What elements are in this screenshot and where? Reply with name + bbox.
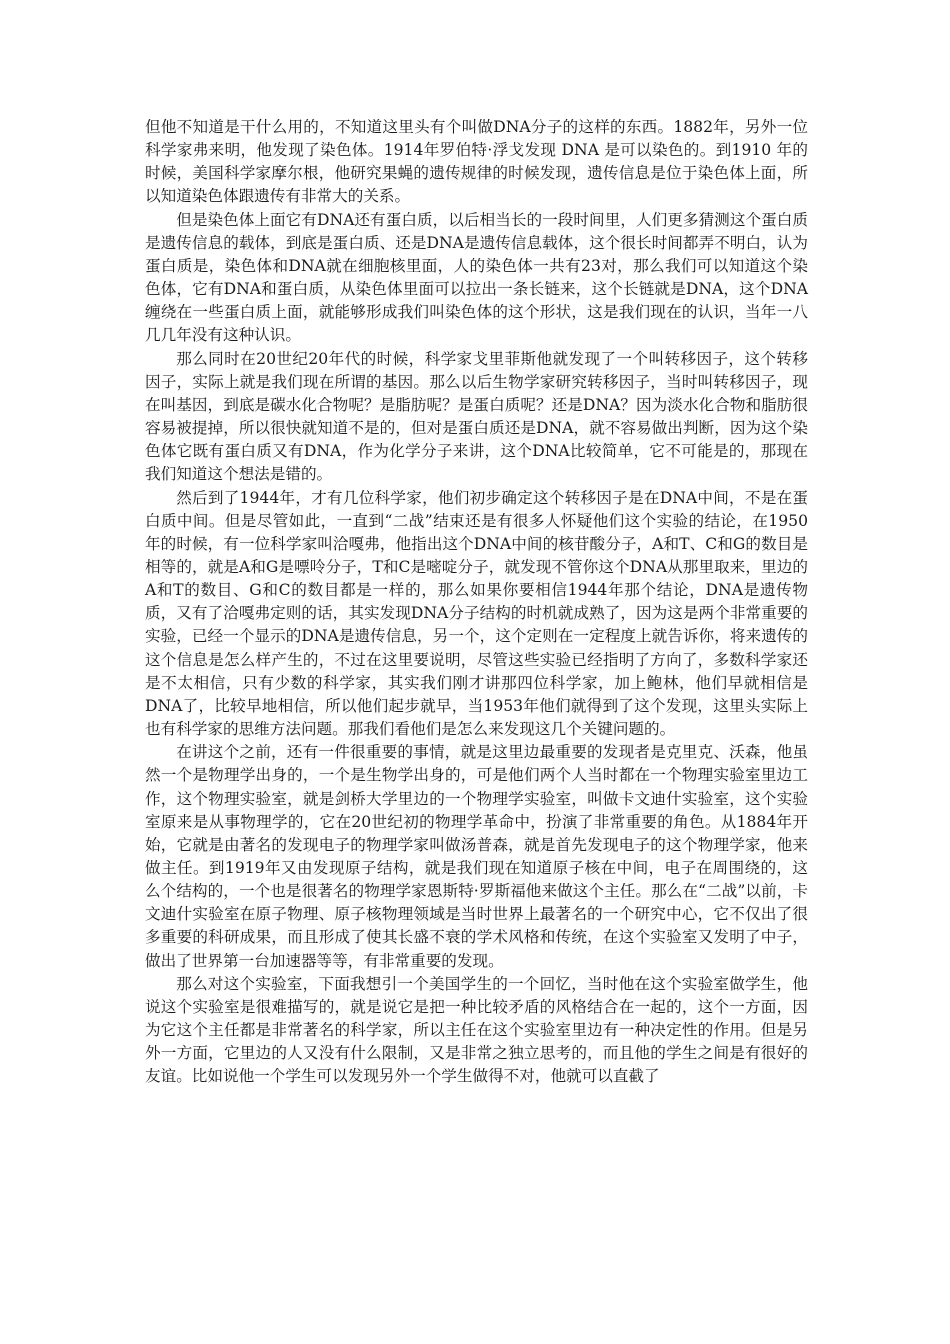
- paragraph-3: 那么同时在20世纪20年代的时候，科学家戈里菲斯他就发现了一个叫转移因子，这个转移因子，实际上就是我们现在所谓的基因。那么以后生物学家研究转移因子，当时叫转移因子，现在叫基因，到底是碳水化合物呢？是脂肪呢？是蛋白质呢？还是DNA？因为淡水化合物和脂肪很容易被提掉，所以很快就知道不是的，但对是蛋白质还是DNA，就不容易做出判断，因为这个染色体它既有蛋白质又有DNA，作为化学分子来讲，这个DNA比较简单，它不可能是的，那现在我们知道这个想法是错的。: [145, 349, 808, 484]
- paragraph-2: 但是染色体上面它有DNA还有蛋白质，以后相当长的一段时间里，人们更多猜测这个蛋白质是遗传信息的载体，到底是蛋白质、还是DNA是遗传信息载体，这个很长时间都弄不明白，认为蛋白质是，染色体和DNA就在细胞核里面，人的染色体一共有23对，那么我们可以知道这个染色体，它有DNA和蛋白质，从染色体里面可以拉出一条长链来，这个长链就是DNA，这个DNA缠绕在一些蛋白质上面，就能够形成我们叫染色体的这个形状，这是我们现在的认识，当年一八几几年没有这种认识。: [145, 210, 808, 345]
- paragraph-6: 那么对这个实验室，下面我想引一个美国学生的一个回忆，当时他在这个实验室做学生，他说这个实验室是很难描写的，就是说它是把一种比较矛盾的风格结合在一起的，这个一方面，因为它这个主任都是非常著名的科学家，所以主任在这个实验室里边有一种决定性的作用。但是另外一方面，它里边的人又没有什么限制，又是非常之独立思考的，而且他的学生之间是有很好的友谊。比如说他一个学生可以发现另外一个学生做得不对，他就可以直截了: [145, 974, 808, 1086]
- paragraph-4: 然后到了1944年，才有几位科学家，他们初步确定这个转移因子是在DNA中间，不是在蛋白质中间。但是尽管如此，一直到“二战”结束还是有很多人怀疑他们这个实验的结论，在1950年的时候，有一位科学家叫洽嘎弗，他指出这个DNA中间的核苷酸分子，A和T、C和G的数目是相等的，就是A和G是嘌呤分子，T和C是嘧啶分子，就发现不管你这个DNA从那里取来，里边的A和T的数目、G和C的数目都是一样的，那么如果你要相信1944年那个结论，DNA是遗传物质，又有了洽嘎弗定则的话，其实发现DNA分子结构的时机就成熟了，因为这是两个非常重要的实验，已经一个显示的DNA是遗传信息，另一个，这个定则在一定程度上就告诉你，将来遗传的这个信息是怎么样产生的，不过在这里要说明，尽管这些实验已经指明了方向了，多数科学家还是不太相信，只有少数的科学家，其实我们刚才讲那四位科学家，加上鲍林，他们早就相信是DNA了，比较早地相信，所以他们起步就早，当1953年他们就得到了这个发现，这里头实际上也有科学家的思维方法问题。那我们看他们是怎么来发现这几个关键问题的。: [145, 488, 808, 739]
- paragraph-5: 在讲这个之前，还有一件很重要的事情，就是这里边最重要的发现者是克里克、沃森，他虽然一个是物理学出身的，一个是生物学出身的，可是他们两个人当时都在一个物理实验室里边工作，这个物理实验室，就是剑桥大学里边的一个物理学实验室，叫做卡文迪什实验室，这个实验室原来是从事物理学的，它在20世纪初的物理学革命中，扮演了非常重要的角色。从1884年开始，它就是由著名的发现电子的物理学家叫做汤普森，就是首先发现电子的这个物理学家，他来做主任。到1919年又由发现原子结构，就是我们现在知道原子核在中间，电子在周围绕的，这么个结构的，一个也是很著名的物理学家恩斯特·罗斯福他来做这个主任。那么在“二战”以前，卡文迪什实验室在原子物理、原子核物理领域是当时世界上最著名的一个研究中心，它不仅出了很多重要的科研成果，而且形成了使其长盛不衰的学术风格和传统，在这个实验室又发明了中子，做出了世界第一台加速器等等，有非常重要的发现。: [145, 743, 808, 970]
- document-page: [145, 116, 808, 1089]
- paragraph-1: 但他不知道是干什么用的，不知道这里头有个叫做DNA分子的这样的东西。1882年，另外一位科学家弗来明，他发现了染色体。1914年罗伯特·浮戈发现 DNA 是可以染色的。到1910 年的时候，美国科学家摩尔根，他研究果蝇的遗传规律的时候发现，遗传信息是位于染色体上面，所以知道染色体跟遗传有非常大的关系。: [145, 118, 808, 206]
